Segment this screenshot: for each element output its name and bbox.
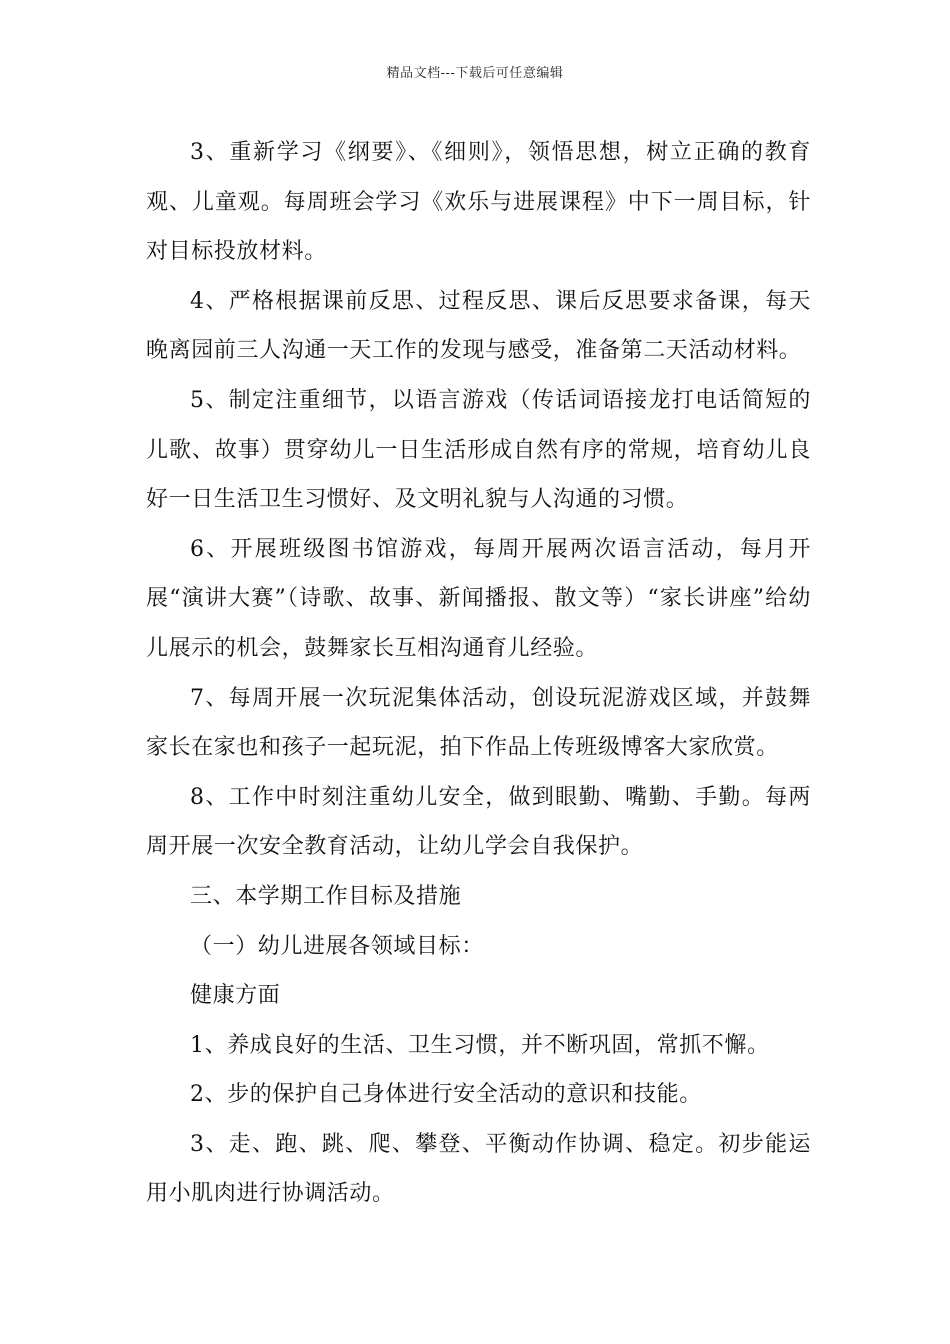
paragraph-item-3: 3、重新学习《纲要》、《细则》，领悟思想，树立正确的教育观、儿童观。每周班会学习《欢乐与进展课程》中下一周目标，针对目标投放材料。 <box>146 140 811 265</box>
health-goal-3: 3、走、跑、跳、爬、攀登、平衡动作协调、稳定。初步能运用小肌肉进行协调活动。 <box>146 1131 811 1207</box>
subsection-heading-domains: （一）幼儿进展各领域目标： <box>190 933 484 959</box>
document-body <box>146 128 811 1219</box>
paragraph-item-8: 8、工作中时刻注重幼儿安全，做到眼勤、嘴勤、手勤。每两周开展一次安全教育活动，让幼儿学会自我保护。 <box>146 784 811 860</box>
subheading-health: 健康方面 <box>190 983 281 1009</box>
paragraph-item-7: 7、每周开展一次玩泥集体活动，创设玩泥游戏区域，并鼓舞家长在家也和孩子一起玩泥，拍下作品上传班级博客大家欣赏。 <box>146 685 811 761</box>
paragraph-item-5: 5、制定注重细节，以语言游戏（传话词语接龙打电话简短的儿歌、故事）贯穿幼儿一日生活形成自然有序的常规，培育幼儿良好一日生活卫生习惯好、及文明礼貌与人沟通的习惯。 <box>146 387 811 513</box>
page-header: 精品文档---下载后可任意编辑 <box>386 66 564 81</box>
section-heading-goals: 三、本学期工作目标及措施 <box>190 883 462 909</box>
health-goal-2: 2、步的保护自己身体进行安全活动的意识和技能。 <box>190 1082 702 1108</box>
paragraph-item-6: 6、开展班级图书馆游戏，每周开展两次语言活动，每月开展“演讲大赛”（诗歌、故事、新闻播报、散文等）“家长讲座”给幼儿展示的机会，鼓舞家长互相沟通育儿经验。 <box>146 536 811 661</box>
paragraph-item-4: 4、严格根据课前反思、过程反思、课后反思要求备课，每天晚离园前三人沟通一天工作的发现与感受，准备第二天活动材料。 <box>146 288 811 364</box>
health-goal-1: 1、养成良好的生活、卫生习惯，并不断巩固，常抓不懈。 <box>190 1032 770 1058</box>
